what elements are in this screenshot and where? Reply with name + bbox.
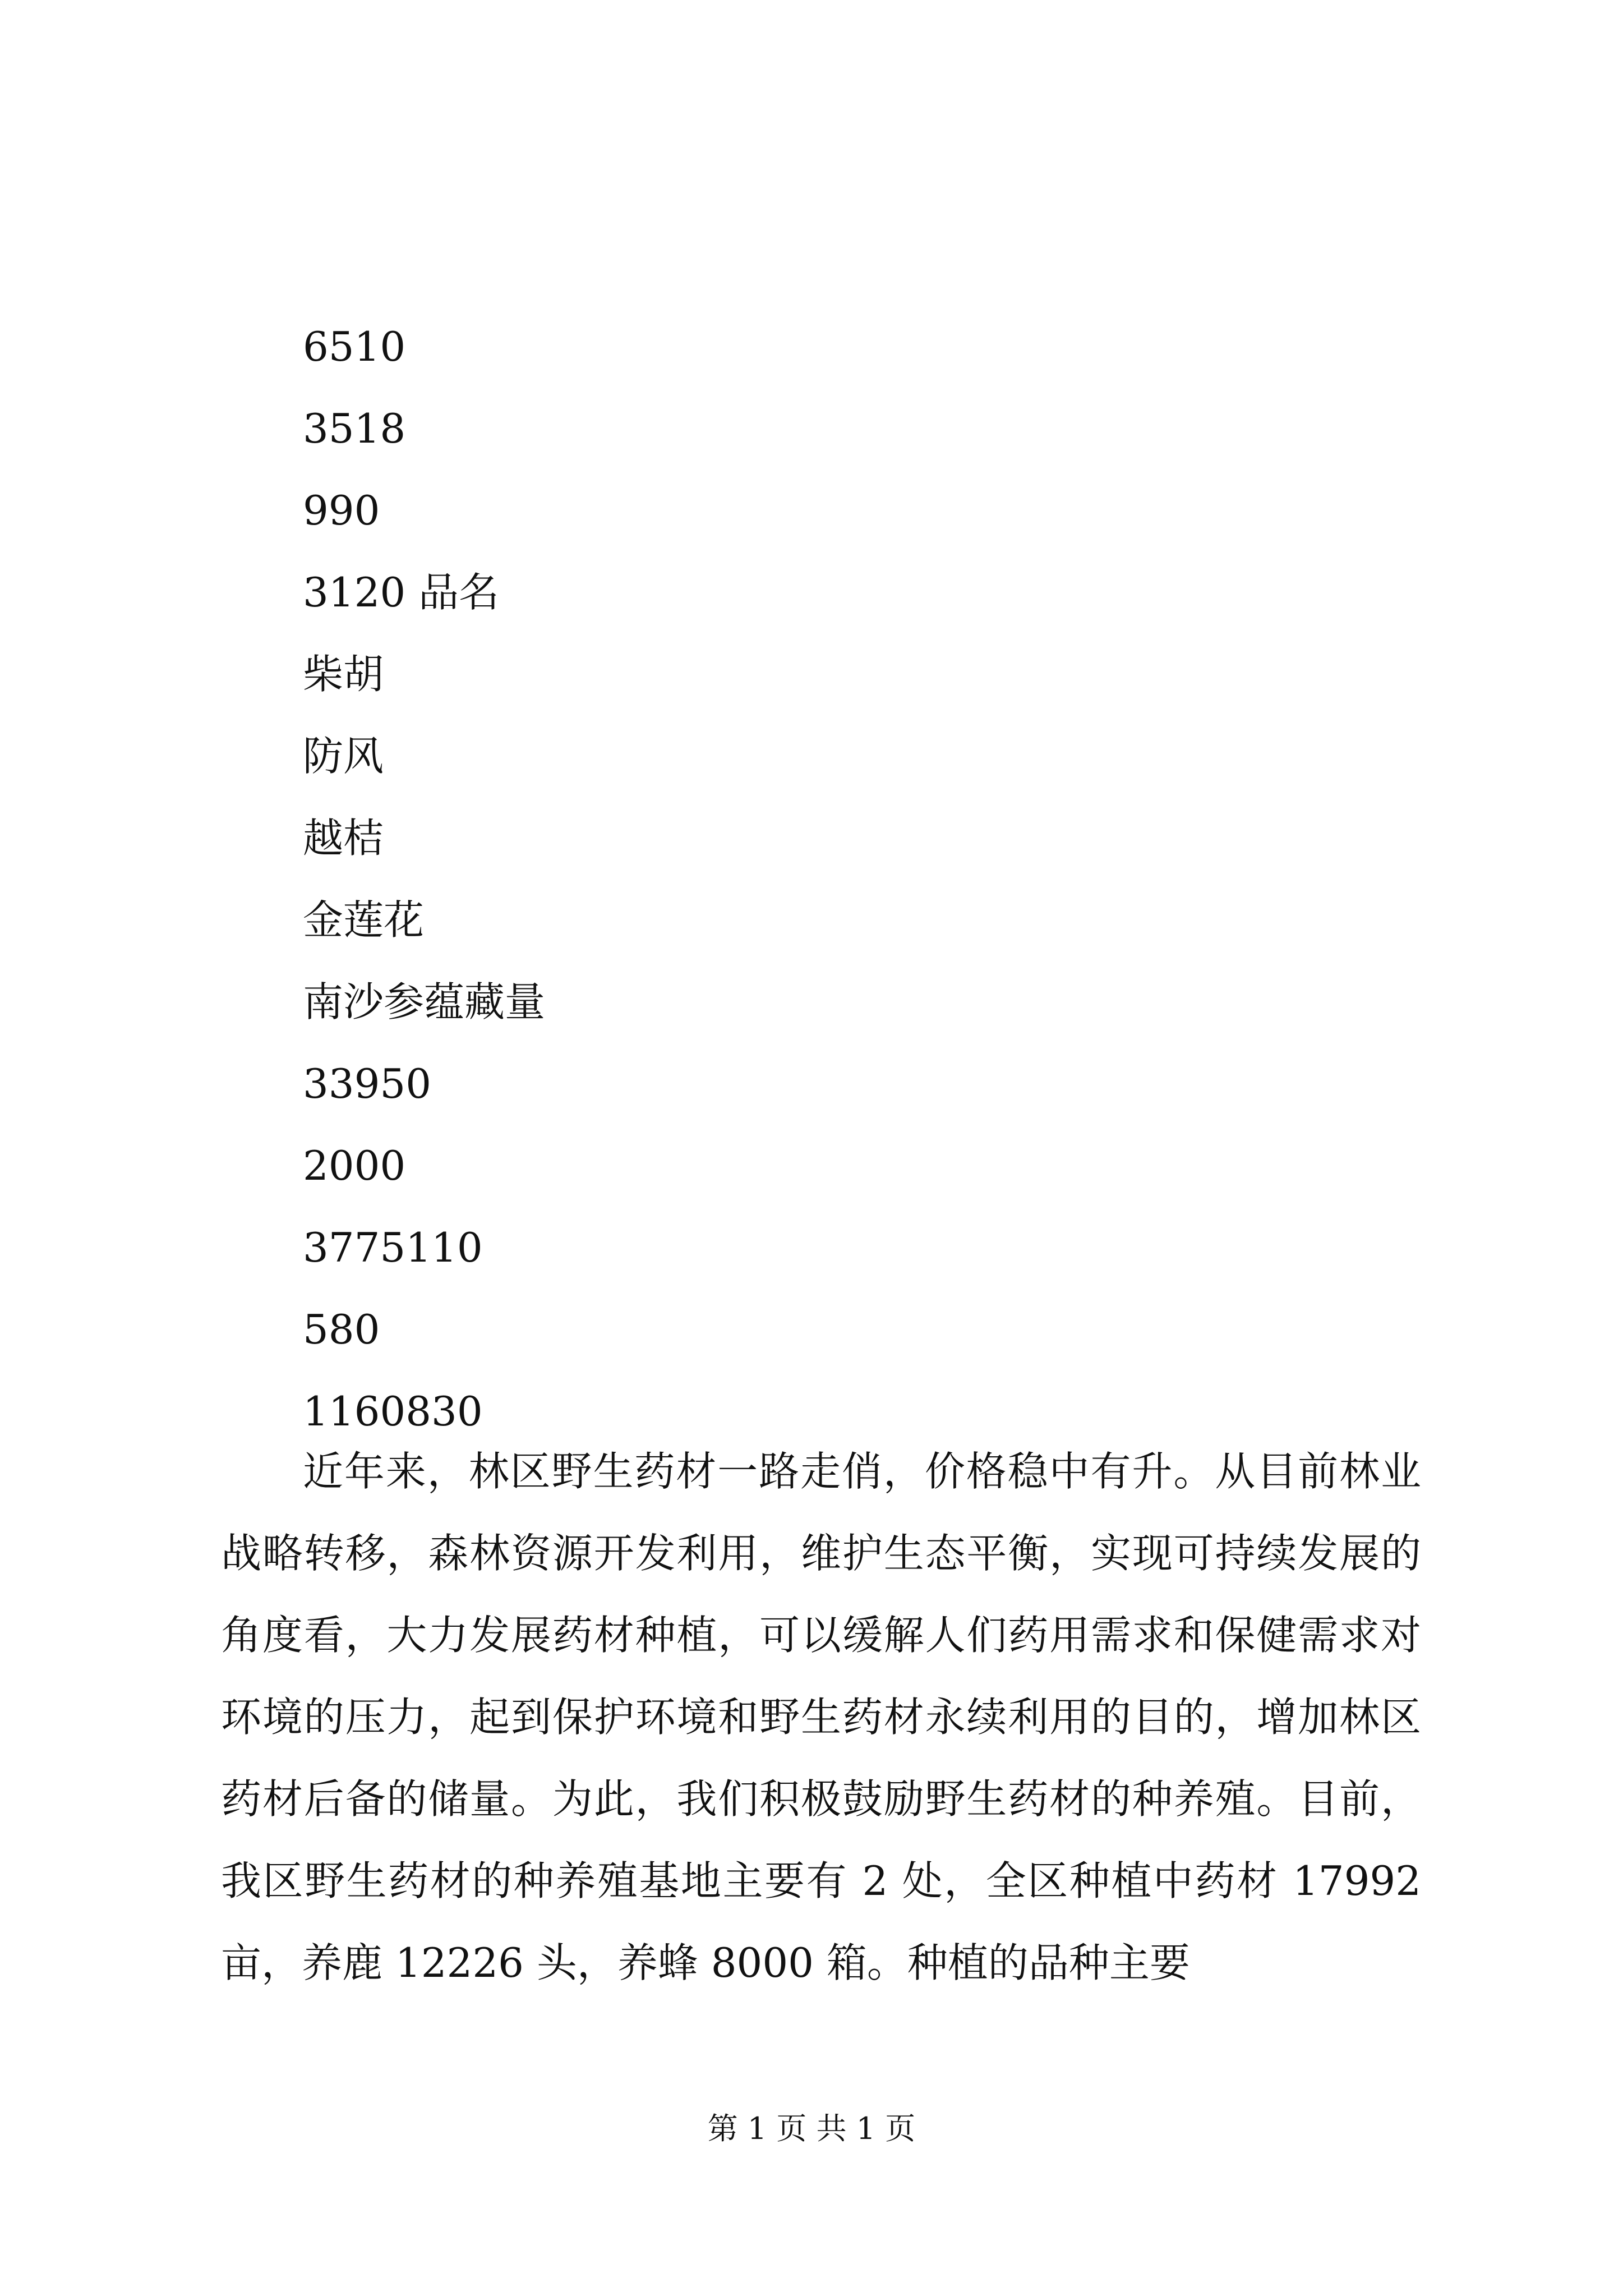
list-line: 33950: [303, 1060, 432, 1107]
list-line: 6510: [303, 323, 406, 370]
list-line: 柴胡: [303, 651, 384, 698]
list-line: 1160830: [303, 1388, 483, 1435]
body-paragraph: 近年来，林区野生药材一路走俏，价格稳中有升。从目前林业战略转移，森林资源开发利用，维护生态平衡，实现可持续发展的角度看，大力发展药材种植，可以缓解人们药用需求和保健需求对环境的压力，起到保护环境和野生药材永续利用的目的，增加林区药材后备的储量。为此，我们积极鼓励野生药材的种养殖。目前，我区野生药材的种养殖基地主要有 2 处，全区种植中药材 17992 亩，养鹿 12226 头，养蜂 8000 箱。种植的品种主要: [221, 1448, 1421, 1986]
list-line: 金莲花: [303, 896, 425, 944]
list-line: 3120 品名: [303, 569, 500, 616]
list-line: 3775110: [303, 1224, 483, 1271]
page-footer: 第 1 页 共 1 页: [707, 2111, 916, 2146]
data-line-list: [303, 306, 545, 1452]
list-line: 越桔: [303, 815, 384, 862]
list-line: 防风: [303, 733, 384, 780]
list-line: 3518: [303, 405, 406, 452]
list-line: 580: [303, 1306, 380, 1353]
list-line: 南沙参蕴藏量: [303, 978, 546, 1025]
list-line: 990: [303, 487, 380, 534]
list-line: 2000: [303, 1142, 406, 1189]
